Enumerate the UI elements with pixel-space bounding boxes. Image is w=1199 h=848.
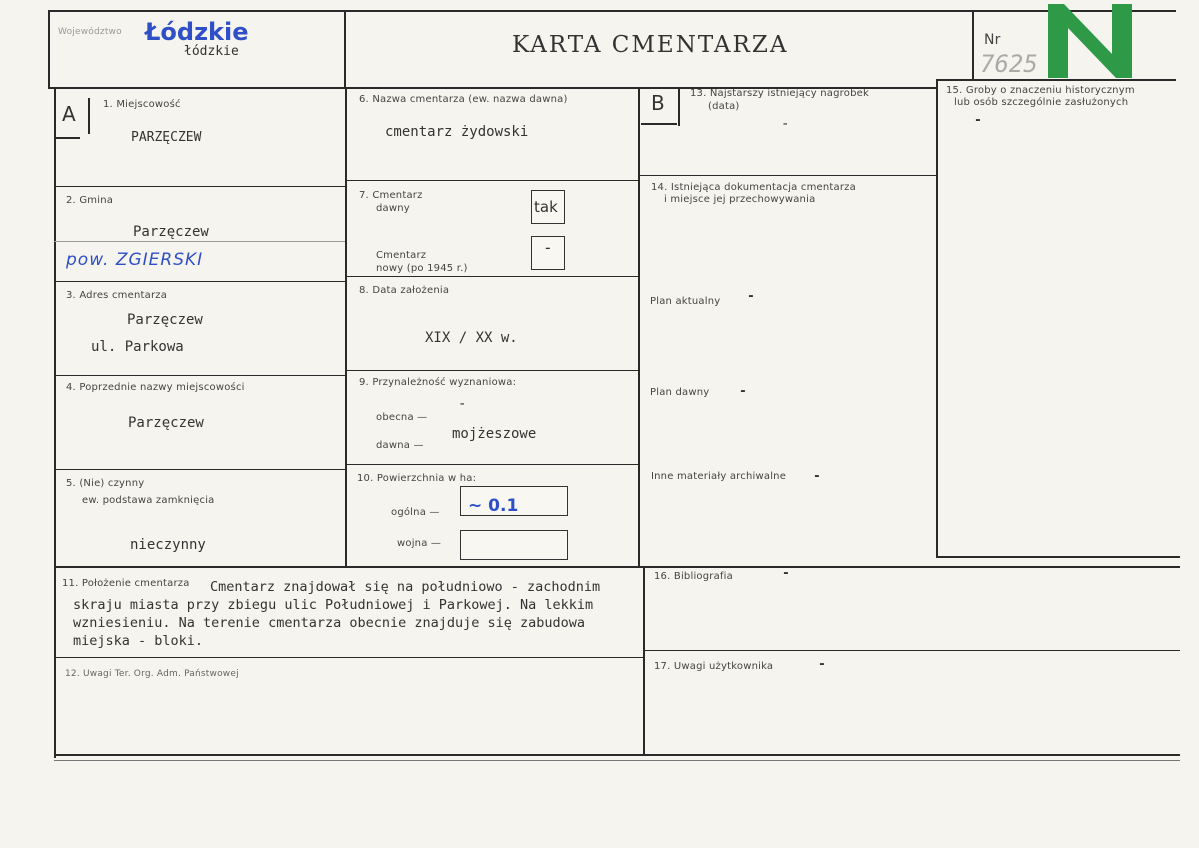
section-b-letter: B [651,91,665,115]
field-15-label-2: lub osób szczególnie zasłużonych [954,97,1129,108]
field-1-value: PARZĘCZEW [131,130,202,145]
row-line-l1 [54,186,345,187]
field-7-label-b1: Cmentarz [376,250,427,261]
row-line-r1 [638,175,936,176]
field-2-label: 2. Gmina [66,195,114,206]
plan-old-value: - [739,384,747,399]
header-divider-1 [344,12,346,88]
field-10-total-label: ogólna — [391,507,440,518]
field-10-war-label: wojna — [397,538,442,549]
row-line-l3 [54,375,345,376]
field-11-line3: wzniesieniu. Na terenie cmentarza obecnie znajduje się zabudowa [73,615,586,631]
field-8-value: XIX / XX w. [425,330,518,346]
field-13-value: - [781,116,790,132]
field-5-value: nieczynny [130,537,206,553]
field-7-new-value: - [543,238,553,257]
field-13-label-2: (data) [708,101,740,112]
section-a-underline [56,137,80,139]
header-divider-2 [972,10,974,80]
field-4-label: 4. Poprzednie nazwy miejscowości [66,382,245,393]
row-line-m1 [345,180,638,181]
voivodeship-typed: łódzkie [184,44,239,59]
field-16-label: 16. Bibliografia [654,571,733,582]
field-13-label-1: 13. Najstarszy istniejący nagrobek [690,88,869,99]
left-border [48,10,50,88]
field-11-label: 11. Położenie cmentarza [62,578,190,589]
field-11-line2: skraju miasta przy zbiegu ulic Południowej i Parkowej. Na lekkim [73,597,594,613]
field-11-line4: miejska - bloki. [73,633,204,649]
field-7-old-value: tak [534,198,558,216]
col-divider-3 [936,80,938,558]
field-6-label: 6. Nazwa cmentarza (ew. nazwa dawna) [359,94,568,105]
separator-right-top [936,556,1180,558]
nr-value: 7625 [980,50,1038,78]
card-title: KARTA CMENTARZA [512,32,789,58]
field-7-label-a1: 7. Cmentarz [359,190,423,201]
field-3-value-line1: Parzęczew [127,312,203,328]
field-6-value: cmentarz żydowski [385,124,529,140]
field-16-value: - [782,566,790,581]
nr-label: Nr [984,32,1001,48]
field-9-former-label: dawna — [376,440,424,451]
row-line-b1-right [643,650,1180,651]
field-2-handwritten-county: pow. ZGIERSKI [66,250,204,270]
field-8-label: 8. Data założenia [359,285,450,296]
field-3-value-line2: ul. Parkowa [91,339,184,355]
field-17-value: - [818,657,826,672]
row-line-m4 [345,464,638,465]
field-10-label: 10. Powierzchnia w ha: [357,473,477,484]
field-10-war-box [460,530,568,560]
separator-mid [54,566,1180,568]
col-divider-bottom [643,566,645,754]
field-15-value: - [974,113,982,128]
col-divider-2 [638,88,640,566]
bottom-border-2 [54,760,1180,761]
row-line-m3 [345,370,638,371]
plan-old-label: Plan dawny [650,387,710,398]
field-11-line1: Cmentarz znajdował się na południowo - zachodnim [210,579,601,595]
field-9-current-label: obecna — [376,412,428,423]
section-a-marker [88,98,90,134]
field-10-total-value: ~ 0.1 [468,496,519,516]
field-5-label-2: ew. podstawa zamknięcia [82,495,215,506]
field-3-label: 3. Adres cmentarza [66,290,168,301]
field-15-label-1: 15. Groby o znaczeniu historycznym [946,85,1135,96]
field-9-former-value: mojżeszowe [452,426,537,442]
voivodeship-stamp: Łódzkie [145,18,249,46]
col-divider-1 [345,88,347,566]
row-line-b1-left [54,657,643,658]
section-b-underline [641,123,677,125]
plan-current-value: - [747,289,755,304]
field-7-label-b2: nowy (po 1945 r.) [376,263,468,274]
voivodeship-label: Województwo [58,27,122,37]
other-materials-value: - [813,469,821,484]
field-12-label: 12. Uwagi Ter. Org. Adm. Państwowej [65,669,239,679]
top-border [48,10,1176,12]
row-line-l2 [54,281,345,282]
plan-current-label: Plan aktualny [650,296,721,307]
bottom-border [54,754,1180,756]
field-14-label-2: i miejsce jej przechowywania [664,194,816,205]
row-line-l4 [54,469,345,470]
field-2-value: Parzęczew [133,224,209,240]
row-sub-line-f2 [54,241,345,242]
section-b-marker [678,88,680,126]
field-9-current-value: - [458,396,467,412]
field-7-label-a2: dawny [376,203,410,214]
field-14-label-1: 14. Istniejąca dokumentacja cmentarza [651,182,856,193]
row-line-m2 [345,276,638,277]
field-17-label: 17. Uwagi użytkownika [654,661,774,672]
field-1-label: 1. Miejscowość [103,99,181,110]
section-a-letter: A [62,102,76,126]
other-materials-label: Inne materiały archiwalne [651,471,787,482]
field-9-label: 9. Przynależność wyznaniowa: [359,377,517,388]
stamp-n-icon [1046,4,1134,80]
field-5-label-1: 5. (Nie) czynny [66,478,145,489]
field-4-value: Parzęczew [128,415,204,431]
